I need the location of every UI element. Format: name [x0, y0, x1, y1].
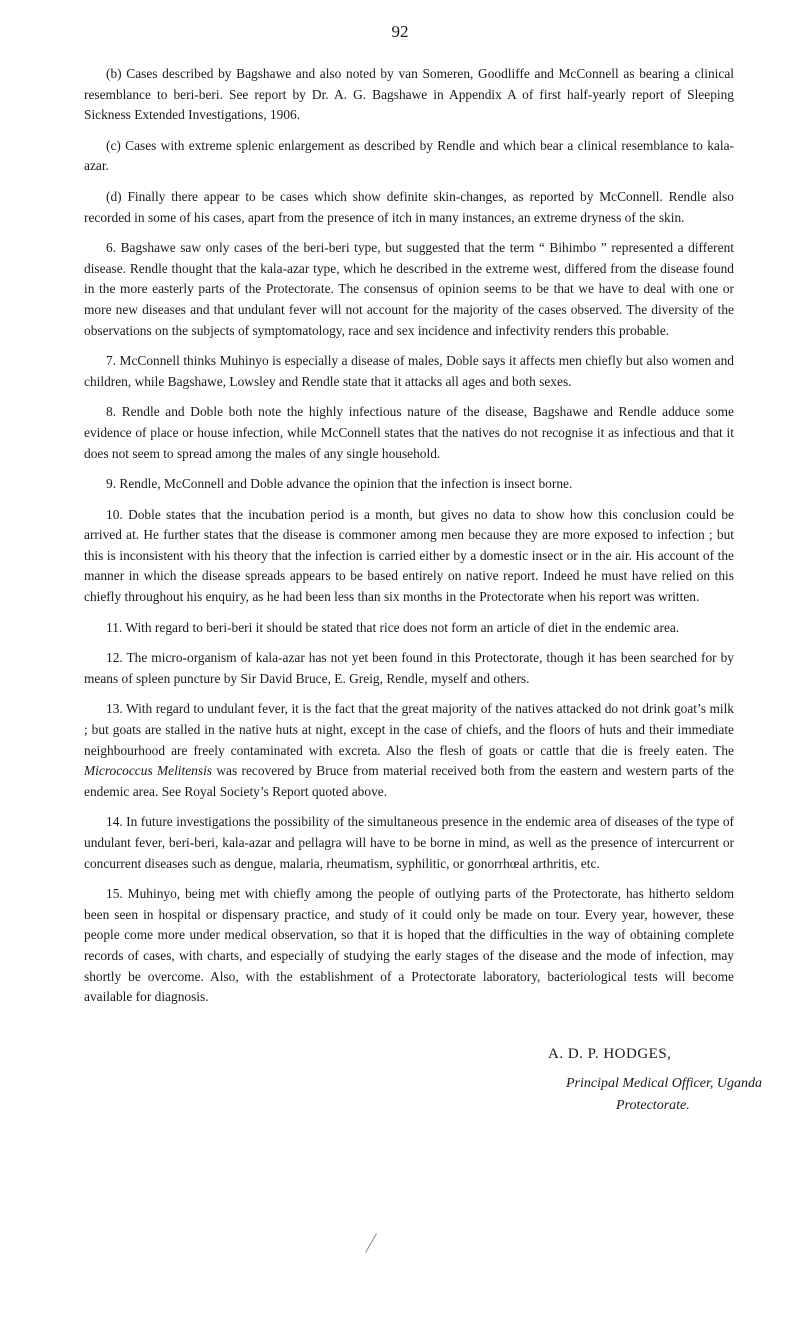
- paragraph-8: 8. Rendle and Doble both note the highly infectious nature of the disease, Bagshawe and Rendle adduce some evidence of place or house infection, while McConnell states that the natives do not recognise it as infectious and that it does not seem to spread among the males of any single household.: [84, 404, 734, 461]
- paragraph-c: (c) Cases with extreme splenic enlargement as described by Rendle and which bear a clinical resemblance to kala-azar.: [84, 137, 734, 174]
- paragraph-10: 10. Doble states that the incubation period is a month, but gives no data to show how this conclusion could be arrived at. He further states that the disease is commoner among men because they are more exposed to infection ; but this is inconsistent with his theory that the infection is carried either by a domestic insect or in the air. His account of the manner in which the disease spreads appears to be based entirely on native report. Indeed he must have relied on this chiefly throughout his enquiry, as he had been less than six months in the Protectorate when his report was written.: [84, 506, 734, 605]
- paragraph-13: [84, 699, 734, 802]
- paragraph-13-start: 13. With regard to undulant fever, it is the fact that the great majority of the natives attacked do not drink goat’s milk ; but goats are stalled in the native huts at night, except in the case of chiefs, and the floors of huts and their immediate neighbourhood are freely contaminated with excreta. Also the flesh of goats or cattle that die is freely eaten. The: [84, 701, 734, 758]
- paragraph-12: 12. The micro-organism of kala-azar has not yet been found in this Protectorate, though it has been searched for by means of spleen puncture by Sir David Bruce, E. Greig, Rendle, myself and others.: [84, 650, 734, 686]
- paragraph-13-end: was recovered by Bruce from material received both from the eastern and western parts of the endemic area. See Royal Society’s Report quoted above.: [84, 763, 734, 799]
- paragraph-14: 14. In future investigations the possibility of the simultaneous presence in the endemic area of diseases of the type of undulant fever, beri-beri, kala-azar and pellagra will have to be borne in mind, as well as the presence of intercurrent or concurrent diseases such as dengue, malaria, rheumatism, syphilitic, or gonorrhœal arthritis, etc.: [84, 814, 734, 871]
- paragraph-9: 9. Rendle, McConnell and Doble advance the opinion that the infection is insect borne.: [106, 476, 573, 492]
- signatory-title-continued: Protectorate.: [616, 1098, 690, 1113]
- page-number: 92: [391, 22, 409, 41]
- signature-block: [548, 1046, 788, 1117]
- pencil-mark: [365, 1233, 384, 1257]
- paragraph-7: 7. McConnell thinks Muhinyo is especially a disease of males, Doble says it affects men chiefly but also women and children, while Bagshawe, Lowsley and Rendle state that it attacks all ages and both sexes.: [84, 353, 734, 389]
- signatory-title: Principal Medical Officer, Uganda: [566, 1076, 762, 1091]
- document-body: [84, 64, 734, 1018]
- paragraph-d: (d) Finally there appear to be cases which show definite skin-changes, as reported by McConnell. Rendle also recorded in some of his cases, apart from the presence of itch in many instances, an extreme dryness of the skin.: [84, 188, 734, 225]
- organism-name: Micrococcus Melitensis: [84, 763, 213, 779]
- paragraph-6: 6. Bagshawe saw only cases of the beri-beri type, but suggested that the term “ Bihimbo ” represented a different disease. Rendle thought that the kala-azar type, which he described in the extreme west, differed from the disease found in the more easterly parts of the Protectorate. The consensus of opinion seems to be that we have to deal with one or more new diseases and that undulant fever will not account for the majority of the cases observed. The diversity of the observations on the subjects of symptomatology, race and sex incidence and infectivity renders this probable.: [84, 240, 734, 338]
- paragraph-11: 11. With regard to beri-beri it should be stated that rice does not form an article of diet in the endemic area.: [106, 619, 680, 635]
- paragraph-b: (b) Cases described by Bagshawe and also noted by van Someren, Goodliffe and McConnell as bearing a clinical resemblance to beri-beri. See report by Dr. A. G. Bagshawe in Appendix A of first half-yearly report of Sleeping Sickness Extended Investigations, 1906.: [84, 66, 734, 123]
- signatory-name: A. D. P. HODGES,: [548, 1046, 672, 1062]
- paragraph-15: 15. Muhinyo, being met with chiefly among the people of outlying parts of the Protectorate, has hitherto seldom been seen in hospital or dispensary practice, and study of it could only be made on tour. Every year, however, these people come more under medical observation, so that it is hoped that the difficulties in the way of obtaining complete records of cases, with charts, and especially of studying the early stages of the disease and the mode of infection, may shortly be overcome. Also, with the establishment of a Protectorate laboratory, bacteriological tests will become available for diagnosis.: [84, 886, 734, 1005]
